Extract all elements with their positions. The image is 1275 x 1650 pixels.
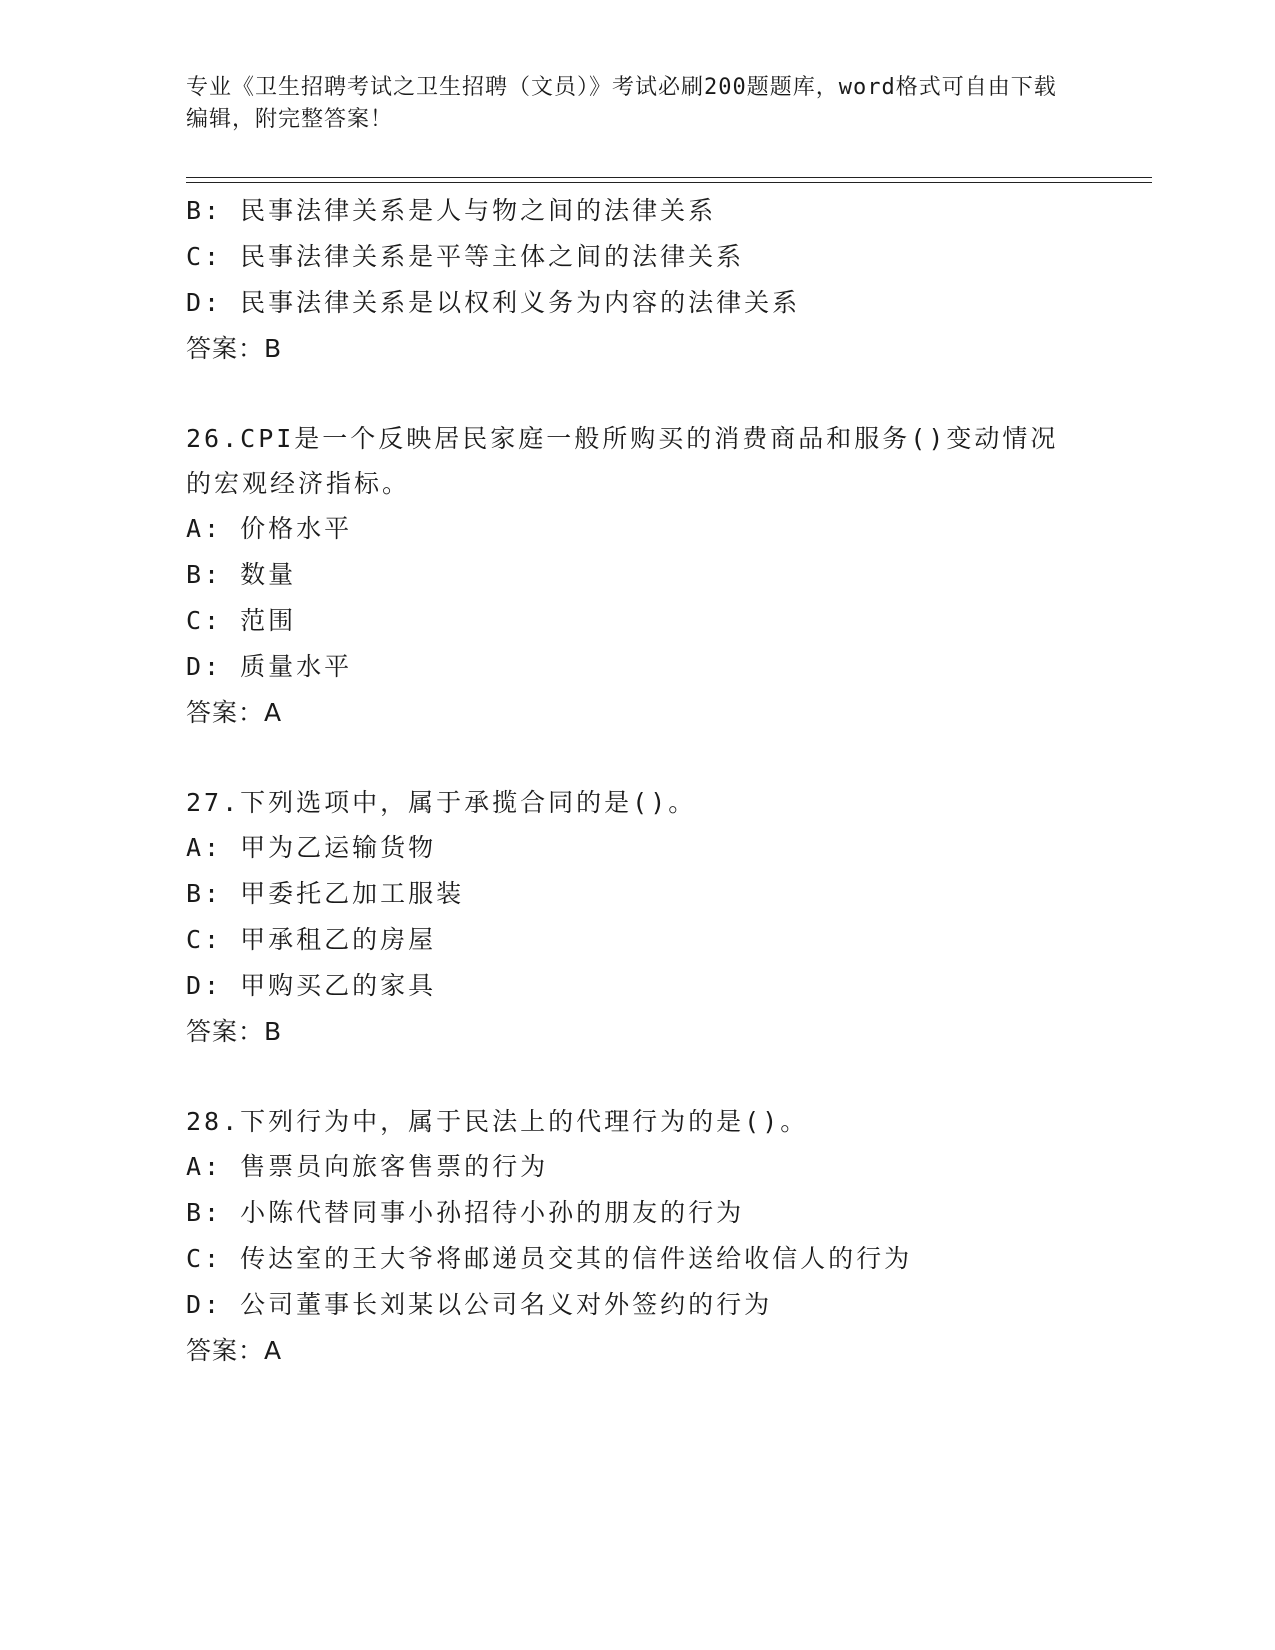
question-content bbox=[186, 188, 1086, 1374]
header-divider-thin bbox=[186, 177, 1152, 178]
question-25-tail bbox=[186, 188, 1086, 372]
question-stem: 26.CPI是一个反映居民家庭一般所购买的消费商品和服务()变动情况的宏观经济指标。 bbox=[186, 424, 1059, 498]
document-header: 专业《卫生招聘考试之卫生招聘（文员）》考试必刷200题题库，word格式可自由下载编辑，附完整答案！ bbox=[186, 75, 1057, 132]
answer: 答案：A bbox=[186, 698, 283, 727]
option-b: B: 小陈代替同事小孙招待小孙的朋友的行为 bbox=[186, 1198, 745, 1227]
option-d: D: 公司董事长刘某以公司名义对外签约的行为 bbox=[186, 1290, 773, 1319]
question-27 bbox=[186, 780, 1086, 1055]
option-d: D: 民事法律关系是以权利义务为内容的法律关系 bbox=[186, 288, 801, 317]
option-c: C: 范围 bbox=[186, 606, 297, 635]
option-c: C: 民事法律关系是平等主体之间的法律关系 bbox=[186, 242, 745, 271]
option-c: C: 传达室的王大爷将邮递员交其的信件送给收信人的行为 bbox=[186, 1244, 913, 1273]
option-a: A: 甲为乙运输货物 bbox=[186, 833, 437, 862]
option-a: A: 价格水平 bbox=[186, 514, 353, 543]
question-stem: 27.下列选项中，属于承揽合同的是()。 bbox=[186, 788, 697, 817]
option-d: D: 质量水平 bbox=[186, 652, 353, 681]
option-b: B: 数量 bbox=[186, 560, 297, 589]
answer: 答案：A bbox=[186, 1336, 283, 1365]
question-28 bbox=[186, 1099, 1086, 1374]
header-divider-thick bbox=[186, 182, 1152, 183]
option-c: C: 甲承租乙的房屋 bbox=[186, 925, 437, 954]
option-b: B: 民事法律关系是人与物之间的法律关系 bbox=[186, 196, 717, 225]
answer: 答案：B bbox=[186, 334, 283, 363]
option-b: B: 甲委托乙加工服装 bbox=[186, 879, 465, 908]
answer: 答案：B bbox=[186, 1017, 283, 1046]
question-26 bbox=[186, 416, 1086, 736]
option-d: D: 甲购买乙的家具 bbox=[186, 971, 437, 1000]
option-a: A: 售票员向旅客售票的行为 bbox=[186, 1152, 549, 1181]
question-stem: 28.下列行为中，属于民法上的代理行为的是()。 bbox=[186, 1107, 809, 1136]
